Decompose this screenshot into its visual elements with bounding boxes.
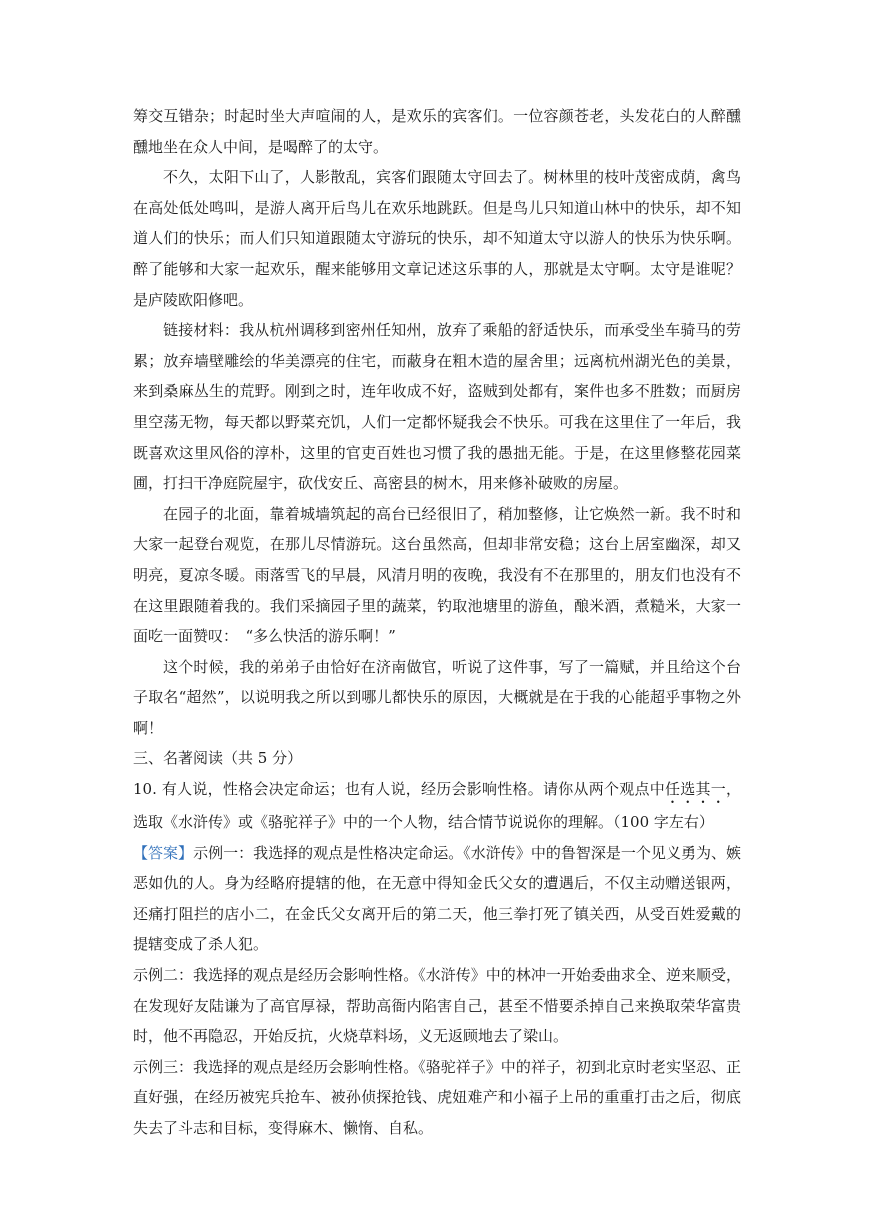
translation-paragraph-4: 在园子的北面，靠着城墙筑起的高台已经很旧了，稍加整修，让它焕然一新。我不时和大家一起登台观览，在那儿尽情游玩。这台虽然高，但却非常安稳；这台上居室幽深，却又明亮，夏凉冬暖。雨落雪飞的早晨，风清月明的夜晚，我没有不在那里的，朋友们也没有不在这里跟随着我的。我们采摘园子里的蔬菜，钓取池塘里的游鱼，酿米酒，煮糙米，大家一面吃一面赞叹： “多么快活的游乐啊！” — [133, 504, 741, 646]
translation-paragraph-3: 链接材料：我从杭州调移到密州任知州，放弃了乘船的舒适快乐，而承受坐车骑马的劳累；放弃墙壁雕绘的华美漂亮的住宅，而蔽身在粗木造的屋舍里；远离杭州湖光色的美景，来到桑麻丛生的荒野。刚到之时，连年收成不好，盗贼到处都有，案件也多不胜数；而厨房里空荡无物，每天都以野菜充饥，人们一定都怀疑我会不快乐。可我在这里住了一年后，我既喜欢这里风俗的淳朴，这里的官吏百姓也习惯了我的愚拙无能。于是，在这里修整花园菜圃，打扫干净庭院屋宇，砍伐安丘、高密县的树木，用来修补破败的房屋。 — [133, 321, 741, 493]
section-heading: 三、名著阅读（共 5 分） — [133, 749, 303, 768]
translation-paragraph-1: 筹交互错杂；时起时坐大声喧闹的人，是欢乐的宾客们。一位容颜苍老，头发花白的人醉醺醺地坐在众人中间，是喝醉了的太守。 — [133, 107, 741, 156]
question-emphasis: 任选其一 — [664, 780, 726, 799]
document-body — [133, 101, 741, 1144]
answer-tag: 【答案】 — [133, 843, 194, 862]
answer-example-1 — [133, 838, 741, 960]
answer-example-2: 示例二：我选择的观点是经历会影响性格。《水浒传》中的林冲一开始委曲求全、逆来顺受，在发现好友陆谦为了高官厚禄，帮助高衙内陷害自己，甚至不惜要杀掉自己来换取荣华富贵时，他不再隐忍，开始反抗，火烧草料场，义无返顾地去了梁山。 — [133, 966, 741, 1046]
question-text-before: 10. 有人说，性格会决定命运；也有人说，经历会影响性格。请你从两个观点中 — [133, 780, 665, 799]
answer-example-3: 示例三：我选择的观点是经历会影响性格。《骆驼祥子》中的祥子，初到北京时老实坚忍、正直好强，在经历被宪兵抢车、被孙侦探抢钱、虎妞难产和小福子上吊的重重打击之后，彻底失去了斗志和目标，变得麻木、懒惰、自私。 — [133, 1057, 741, 1137]
translation-paragraph-5: 这个时候，我的弟弟子由恰好在济南做官，听说了这件事，写了一篇赋，并且给这个台子取名“超然”，以说明我之所以到哪儿都快乐的原因，大概就是在于我的心能超乎事物之外啊！ — [133, 657, 741, 737]
question-text-after: ，选取《水浒传》或《骆驼祥子》中的一个人物，结合情节说说你的理解。（100 字左右） — [133, 780, 741, 832]
question-10 — [133, 774, 741, 838]
translation-paragraph-2: 不久，太阳下山了，人影散乱，宾客们跟随太守回去了。树林里的枝叶茂密成荫，禽鸟在高处低处鸣叫，是游人离开后鸟儿在欢乐地跳跃。但是鸟儿只知道山林中的快乐，却不知道人们的快乐；而人们只知道跟随太守游玩的快乐，却不知道太守以游人的快乐为快乐啊。醉了能够和大家一起欢乐，醒来能够用文章记述这乐事的人，那就是太守啊。太守是谁呢？是庐陵欧阳修吧。 — [133, 168, 741, 309]
answer-example-1-text: 示例一：我选择的观点是性格决定命运。《水浒传》中的鲁智深是一个见义勇为、嫉恶如仇的人。身为经略府提辖的他，在无意中得知金氏父女的遭遇后，不仅主动赠送银两，还痛打阻拦的店小二，在金氏父女离开后的第二天，他三拳打死了镇关西，从受百姓爱戴的提辖变成了杀人犯。 — [133, 843, 741, 954]
